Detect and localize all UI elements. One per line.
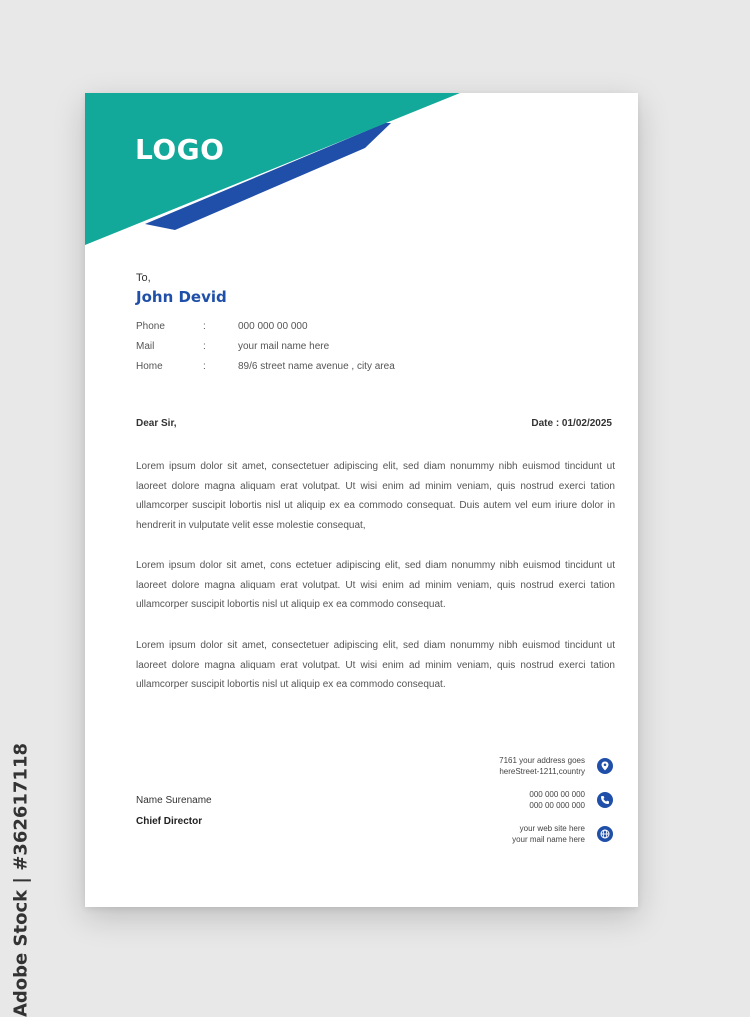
stock-watermark-id xyxy=(8,742,34,1017)
contact-colon: : xyxy=(203,321,206,332)
company-logo: LOGO xyxy=(135,133,225,166)
stock-id-text: Adobe Stock | #362617118 xyxy=(10,742,32,1017)
letterhead-page xyxy=(85,93,638,907)
signer-name: Name Surename xyxy=(136,795,212,806)
contact-colon: : xyxy=(203,341,206,352)
body-paragraph: Lorem ipsum dolor sit amet, consectetuer adipiscing elit, sed diam nonummy nibh euismod tincidunt ut laoreet dolore magna aliquam erat volutpat. Ut wisi enim ad minim veniam, quis nostrud exerci tation ullamcorper suscipit lobortis nisl ut aliquip ex ea commodo consequat. Duis autem vel eum iriure dolor in hendrerit in vulputate velit esse molestie consequat, xyxy=(136,461,615,531)
footer-address xyxy=(499,755,585,777)
globe-icon xyxy=(597,826,613,842)
contact-value: 000 000 00 000 xyxy=(238,321,308,332)
footer-phone xyxy=(529,789,585,811)
contact-label: Home xyxy=(136,361,163,372)
footer-web-line: your mail name here xyxy=(512,835,585,844)
contact-value: 89/6 street name avenue , city area xyxy=(238,361,395,372)
to-label: To, xyxy=(136,272,151,284)
body-paragraph: Lorem ipsum dolor sit amet, cons ectetuer adipiscing elit, sed diam nonummy nibh euismod tincidunt ut laoreet dolore magna aliquam erat volutpat. Ut wisi enim ad minim veniam, quis nostrud exerci tation ullamcorper suscipit lobortis nisl ut aliquip ex ea commodo consequat. xyxy=(136,560,615,610)
body-paragraph: Lorem ipsum dolor sit amet, consectetuer adipiscing elit, sed diam nonummy nibh euismod tincidunt ut laoreet dolore magna aliquam erat volutpat. Ut wisi enim ad minim veniam, quis nostrud exerci tation ullamcorper suscipit lobortis nisl ut aliquip ex ea commodo consequat. xyxy=(136,640,615,690)
contact-label: Phone xyxy=(136,321,165,332)
greeting: Dear Sir, xyxy=(136,418,177,429)
signer-title: Chief Director xyxy=(136,816,203,827)
contact-colon: : xyxy=(203,361,206,372)
letter-date: Date : 01/02/2025 xyxy=(531,418,612,429)
header-graphic xyxy=(85,93,638,253)
contact-value: your mail name here xyxy=(238,341,330,352)
header-teal-shape xyxy=(85,93,460,245)
footer-address-line: hereStreet-1211,country xyxy=(499,767,585,776)
footer-web xyxy=(512,823,585,845)
footer-address-line: 7161 your address goes xyxy=(499,756,585,765)
recipient-name: John Devid xyxy=(136,288,227,306)
phone-icon xyxy=(597,792,613,808)
location-pin-icon xyxy=(597,758,613,774)
footer-phone-line: 000 00 000 000 xyxy=(529,801,585,810)
footer-phone-line: 000 000 00 000 xyxy=(529,790,585,799)
footer-web-line: your web site here xyxy=(519,824,585,833)
contact-label: Mail xyxy=(136,341,155,352)
